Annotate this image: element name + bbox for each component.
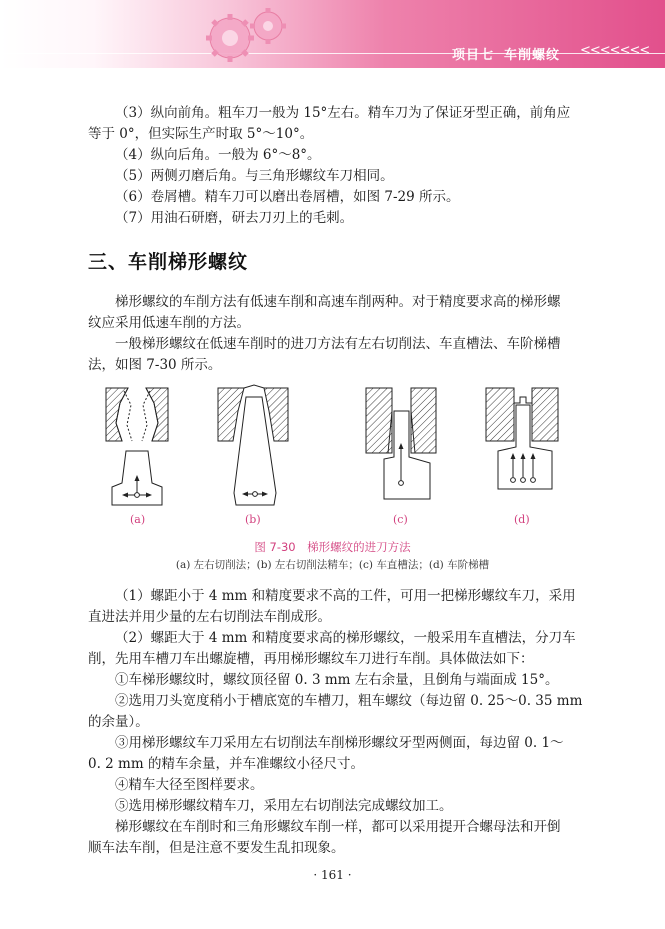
paragraph-line: （4）纵向后角。一般为 6°～8°。 <box>115 147 321 163</box>
gears-decoration-icon <box>190 2 300 68</box>
figure-sublabel-a: (a) <box>130 513 146 526</box>
paragraph-line: 梯形螺纹的车削方法有低速车削和高速车削两种。对于精度要求高的梯形螺 <box>115 294 561 310</box>
paragraph-line: 直进法并用少量的左右切削法车削成形。 <box>88 609 331 625</box>
header-rule <box>0 53 665 54</box>
header-project-label: 项目七 <box>452 48 495 63</box>
paragraph-line: ⑤选用梯形螺纹精车刀，采用左右切削法完成螺纹加工。 <box>115 798 453 814</box>
figure-b-diagram <box>218 385 288 505</box>
section-heading: 三、车削梯形螺纹 <box>88 251 249 273</box>
paragraph-line: 的余量）。 <box>88 714 149 730</box>
paragraph-line: （5）两侧刃磨后角。与三角形螺纹车刀相同。 <box>115 168 394 184</box>
paragraph-line: （3）纵向前角。粗车刀一般为 15°左右。精车刀为了保证牙型正确，前角应 <box>115 105 571 121</box>
paragraph-line: 一般梯形螺纹在低速车削时的进刀方法有左右切削法、车直槽法、车阶梯槽 <box>115 336 561 352</box>
paragraph-line: 顺车法车削，但是注意不要发生乱扣现象。 <box>88 840 345 856</box>
paragraph-line: 等于 0°，但实际生产时取 5°～10°。 <box>88 126 314 142</box>
figure-d-diagram <box>486 388 558 489</box>
figure-note: (a) 左右切削法；(b) 左右切削法精车；(c) 车直槽法；(d) 车阶梯槽 <box>175 559 490 571</box>
paragraph-line: 法，如图 7-30 所示。 <box>88 357 222 373</box>
paragraph-line: （2）螺距大于 4 mm 和精度要求高的梯形螺纹，一般采用车直槽法，分刀车 <box>115 630 576 646</box>
figure-c-diagram <box>366 388 436 499</box>
figure-caption: 图 7-30 梯形螺纹的进刀方法 <box>254 540 411 554</box>
paragraph-line: ③用梯形螺纹车刀采用左右切削法车削梯形螺纹牙型两侧面，每边留 0. 1～ <box>115 735 564 751</box>
figure-sublabel-d: (d) <box>514 513 530 526</box>
paragraph-line: 纹应采用低速车削的方法。 <box>88 315 250 331</box>
header-band <box>0 0 665 68</box>
figure-7-30-diagram <box>88 383 588 528</box>
paragraph-line: （7）用油石研磨，研去刀刃上的毛刺。 <box>115 210 354 226</box>
paragraph-line: （6）卷屑槽。精车刀可以磨出卷屑槽，如图 7-29 所示。 <box>115 189 460 205</box>
paragraph-line: ①车梯形螺纹时，螺纹顶径留 0. 3 mm 左右余量，且倒角与端面成 15°。 <box>115 672 559 688</box>
paragraph-line: ④精车大径至图样要求。 <box>115 777 264 793</box>
figure-a-diagram <box>106 388 168 505</box>
figure-sublabel-b: (b) <box>245 513 261 526</box>
paragraph-line: 削，先用车槽刀车出螺旋槽，再用梯形螺纹车刀进行车削。具体做法如下： <box>88 651 534 667</box>
page-number: · 161 · <box>313 868 352 882</box>
figure-sublabel-c: (c) <box>393 513 408 526</box>
header-chevrons: <<<<<<< <box>580 43 650 58</box>
header-chapter-title: 车削螺纹 <box>504 48 561 63</box>
paragraph-line: 0. 2 mm 的精车余量，并车准螺纹小径尺寸。 <box>88 756 364 772</box>
paragraph-line: ②选用刀头宽度稍小于槽底宽的车槽刀，粗车螺纹（每边留 0. 25～0. 35 mm <box>115 693 583 709</box>
header-title <box>452 44 560 63</box>
paragraph-line: 梯形螺纹在车削时和三角形螺纹车削一样，都可以采用提开合螺母法和开倒 <box>115 819 561 835</box>
paragraph-line: （1）螺距小于 4 mm 和精度要求不高的工件，可用一把梯形螺纹车刀，采用 <box>115 588 576 604</box>
